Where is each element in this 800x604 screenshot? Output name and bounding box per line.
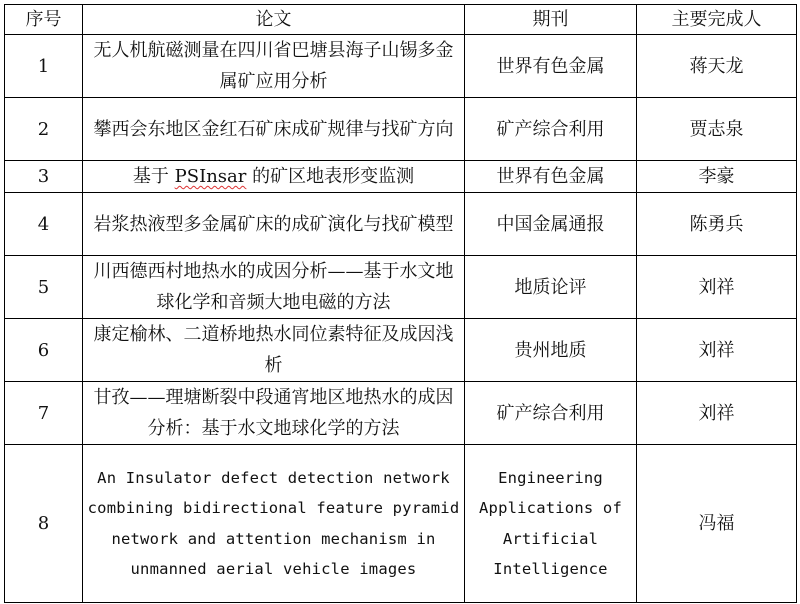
- row-num: 2: [5, 98, 83, 161]
- table-row: [5, 98, 797, 161]
- row-paper: 岩浆热液型多金属矿床的成矿演化与找矿模型: [83, 193, 465, 256]
- row-num: 5: [5, 256, 83, 319]
- row-paper: 甘孜——理塘断裂中段通宵地区地热水的成因分析：基于水文地球化学的方法: [83, 382, 465, 445]
- table-row: [5, 35, 797, 98]
- achievements-table: [4, 4, 797, 603]
- row-author: 冯福: [637, 445, 797, 603]
- row-paper: 康定榆林、二道桥地热水同位素特征及成因浅析: [83, 319, 465, 382]
- row-journal: Engineering Applications of Artificial Intelligence: [465, 445, 637, 603]
- header-num: 序号: [5, 5, 83, 35]
- row-author: 陈勇兵: [637, 193, 797, 256]
- row-journal: 矿产综合利用: [465, 382, 637, 445]
- row-journal: 中国金属通报: [465, 193, 637, 256]
- table-row: [5, 256, 797, 319]
- row-author: 蒋天龙: [637, 35, 797, 98]
- row-num: 4: [5, 193, 83, 256]
- row-author: 刘祥: [637, 319, 797, 382]
- row-num: 6: [5, 319, 83, 382]
- row-num: 1: [5, 35, 83, 98]
- row-paper: [83, 161, 465, 193]
- row-journal: 矿产综合利用: [465, 98, 637, 161]
- table-row: [5, 445, 797, 603]
- row-paper: 川西德西村地热水的成因分析——基于水文地球化学和音频大地电磁的方法: [83, 256, 465, 319]
- row-author: 贾志泉: [637, 98, 797, 161]
- row-num: 8: [5, 445, 83, 603]
- row-num: 3: [5, 161, 83, 193]
- row-paper: 无人机航磁测量在四川省巴塘县海子山锡多金属矿应用分析: [83, 35, 465, 98]
- row-num: 7: [5, 382, 83, 445]
- paper-text-post: 的矿区地表形变监测: [246, 166, 415, 187]
- row-author: 刘祥: [637, 382, 797, 445]
- table-row: [5, 193, 797, 256]
- row-author: 刘祥: [637, 256, 797, 319]
- row-journal: 地质论评: [465, 256, 637, 319]
- table-row: [5, 319, 797, 382]
- row-journal: 贵州地质: [465, 319, 637, 382]
- header-journal: 期刊: [465, 5, 637, 35]
- row-paper: An Insulator defect detection network combining bidirectional feature pyramid network and attention mechanism in unmanned aerial vehicle images: [83, 445, 465, 603]
- table-row: [5, 382, 797, 445]
- row-paper: 攀西会东地区金红石矿床成矿规律与找矿方向: [83, 98, 465, 161]
- paper-text-pre: 基于: [132, 166, 175, 187]
- header-author: 主要完成人: [637, 5, 797, 35]
- table-row: [5, 161, 797, 193]
- row-journal: 世界有色金属: [465, 161, 637, 193]
- row-journal: 世界有色金属: [465, 35, 637, 98]
- row-author: 李豪: [637, 161, 797, 193]
- header-row: [5, 5, 797, 35]
- spellcheck-marked-term: PSInsar: [174, 166, 247, 187]
- header-paper: 论文: [83, 5, 465, 35]
